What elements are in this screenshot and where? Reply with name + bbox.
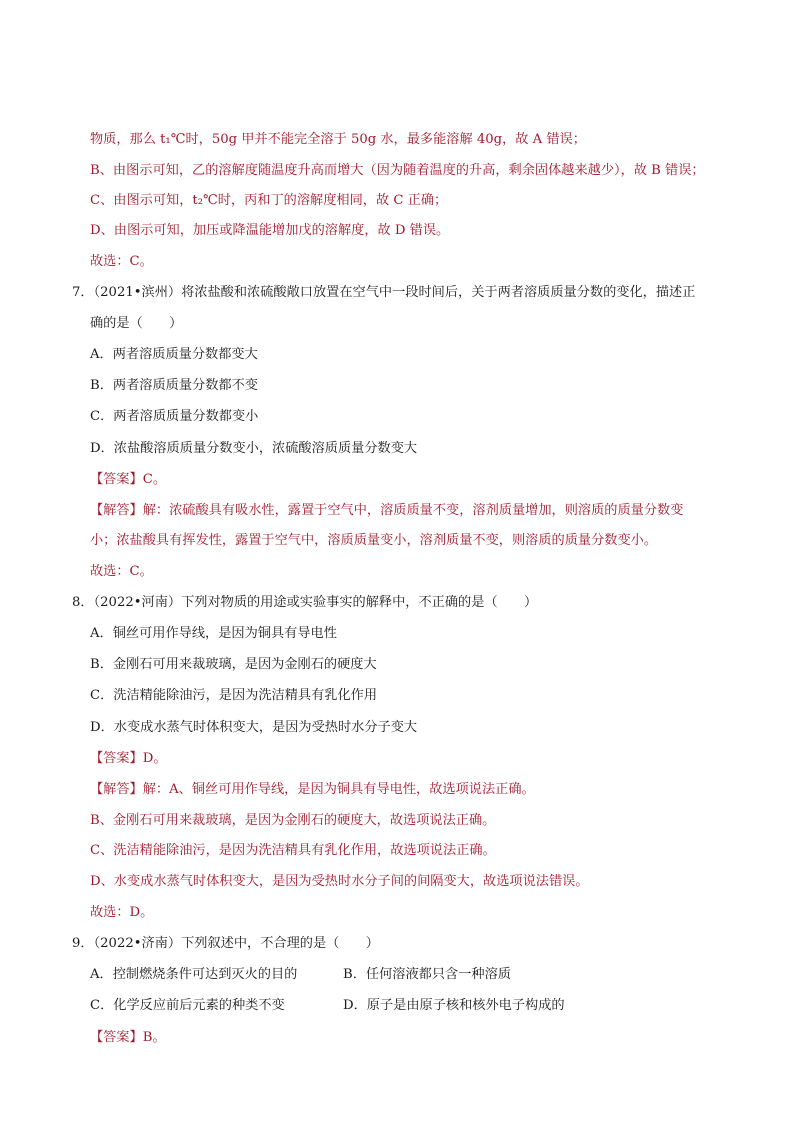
- q9-option-c: C．化学反应前后元素的种类不变: [90, 998, 285, 1013]
- q7-explain-line-2: 小；浓盐酸具有挥发性，露置于空气中，溶质质量变小，溶剂质量不变，则溶质的质量分数变小。: [90, 533, 658, 548]
- q8-answer: 【答案】D。: [90, 751, 167, 766]
- q6-explain-line-1: 物质，那么 t₁℃时，50g 甲并不能完全溶于 50g 水，最多能溶解 40g，故 A 错误；: [90, 132, 586, 147]
- q7-option-b: B．两者溶质质量分数都不变: [90, 378, 258, 393]
- q8-option-d: D．水变成水蒸气时体积变大，是因为受热时水分子变大: [90, 720, 418, 735]
- q9-option-b: B．任何溶液都只含一种溶质: [343, 967, 511, 982]
- q7-choice: 故选：C。: [90, 564, 153, 579]
- q7-option-a: A．两者溶质质量分数都变大: [90, 347, 258, 362]
- q9-stem: 9．（2022•济南）下列叙述中，不合理的是（ ）: [72, 936, 379, 951]
- q8-explain-a: 【解答】解：A、铜丝可用作导线，是因为铜具有导电性，故选项说法正确。: [90, 782, 535, 797]
- q8-explain-d: D、水变成水蒸气时体积变大，是因为受热时水分子间的间隔变大，故选项说法错误。: [90, 874, 589, 889]
- q8-option-b: B．金刚石可用来裁玻璃，是因为金刚石的硬度大: [90, 657, 377, 672]
- q8-option-a: A．铜丝可用作导线，是因为铜具有导电性: [90, 626, 337, 641]
- q7-explain-line-1: 【解答】解：浓硫酸具有吸水性，露置于空气中，溶质质量不变，溶剂质量增加，则溶质的质量分数变: [90, 503, 684, 518]
- q6-choice: 故选：C。: [90, 254, 153, 269]
- q8-option-c: C．洗洁精能除油污，是因为洗洁精具有乳化作用: [90, 688, 378, 703]
- q7-answer: 【答案】C。: [90, 472, 167, 487]
- q8-stem: 8．（2022•河南）下列对物质的用途或实验事实的解释中，不正确的是（ ）: [72, 595, 538, 610]
- q9-answer: 【答案】B。: [90, 1030, 166, 1045]
- q7-option-d: D．浓盐酸溶质质量分数变小，浓硫酸溶质质量分数变大: [90, 441, 418, 456]
- q9-option-a: A．控制燃烧条件可达到灭火的目的: [90, 967, 298, 982]
- q8-explain-c: C、洗洁精能除油污，是因为洗洁精具有乳化作用，故选项说法正确。: [90, 843, 496, 858]
- q6-explain-line-3: C、由图示可知，t₂℃时，丙和丁的溶解度相同，故 C 正确；: [90, 193, 448, 208]
- q6-explain-line-4: D、由图示可知，加压或降温能增加戊的溶解度，故 D 错误。: [90, 223, 450, 238]
- q8-explain-b: B、金刚石可用来裁玻璃，是因为金刚石的硬度大，故选项说法正确。: [90, 813, 496, 828]
- q6-explain-line-2: B、由图示可知，乙的溶解度随温度升高而增大（因为随着温度的升高，剩余固体越来越少），故 B 错误；: [90, 163, 705, 178]
- q8-choice: 故选：D。: [90, 905, 154, 920]
- q9-option-d: D．原子是由原子核和核外电子构成的: [343, 998, 565, 1013]
- q7-stem-line-1: 7．（2021•滨州）将浓盐酸和浓硫酸敞口放置在空气中一段时间后，关于两者溶质质量分数的变化，描述正: [72, 285, 696, 300]
- q7-stem-line-2: 确的是（ ）: [90, 316, 183, 331]
- q7-option-c: C．两者溶质质量分数都变小: [90, 409, 259, 424]
